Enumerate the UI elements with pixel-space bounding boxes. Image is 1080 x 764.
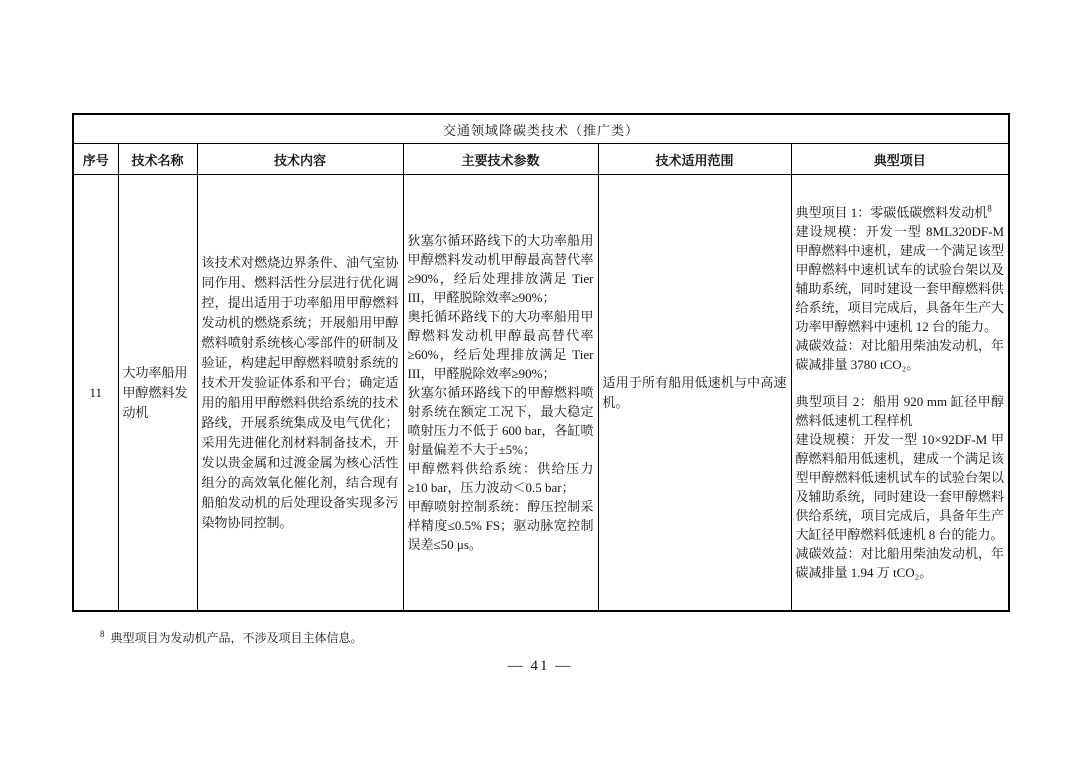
column-header-scope: 技术适用范围 bbox=[598, 144, 791, 175]
projects-cell bbox=[791, 175, 1009, 612]
row-number-cell: 11 bbox=[73, 175, 118, 612]
table-title-row bbox=[73, 114, 1009, 144]
project-1-block bbox=[796, 203, 1005, 374]
parameter-paragraph: 狄塞尔循环路线下的甲醇燃料喷射系统在额定工况下，最大稳定喷射压力不低于 600 bar，各缸喷射量偏差不大于±5%； bbox=[407, 385, 594, 457]
project-1-scale: 建设规模：开发一型 8ML320DF-M 甲醇燃料中速机，建成一个满足该型甲醇燃料中速机试车的试验台架以及辅助系统，同时建设一套甲醇燃料供给系统，项目完成后，具备年生产大功率甲醇燃料中速机 12 台的能力。 bbox=[795, 224, 1005, 334]
footnote-text: 典型项目为发动机产品，不涉及项目主体信息。 bbox=[110, 631, 363, 645]
column-header-tech-content: 技术内容 bbox=[197, 144, 403, 175]
column-header-tech-name: 技术名称 bbox=[118, 144, 197, 175]
parameter-paragraph: 甲醇喷射控制系统：醇压控制采样精度≤0.5% FS；驱动脉宽控制误差≤50 μs。 bbox=[407, 499, 594, 552]
table-title: 交通领域降碳类技术（推广类） bbox=[73, 114, 1009, 144]
table-row bbox=[73, 175, 1009, 612]
footnote-reference: 8 bbox=[987, 203, 992, 214]
project-1-title-text: 典型项目 1：零碳低碳燃料发动机 bbox=[795, 205, 988, 220]
column-header-parameters: 主要技术参数 bbox=[403, 144, 598, 175]
parameters-cell bbox=[403, 175, 598, 612]
page-number: — 41 — bbox=[507, 658, 573, 674]
project-2-benefit: 减碳效益：对比船用柴油发动机，年碳减排量 1.94 万 tCO₂。 bbox=[795, 546, 1005, 580]
project-2-scale: 建设规模：开发一型 10×92DF-M 甲醇燃料船用低速机，建成一个满足该型甲醇燃料低速机试车的试验台架以及辅助系统，同时建设一套甲醇燃料供给系统，项目完成后，具备年生产大缸径甲醇燃料低速机 8 台的能力。 bbox=[795, 432, 1005, 542]
parameter-paragraph: 狄塞尔循环路线下的大功率船用甲醇燃料发动机甲醇最高替代率≥90%，经后处理排放满足 Tier III，甲醛脱除效率≥90%； bbox=[407, 233, 594, 305]
footnote-marker: 8 bbox=[100, 629, 105, 639]
technology-table bbox=[72, 113, 1010, 612]
footnote bbox=[100, 626, 363, 646]
project-1-benefit: 减碳效益：对比船用柴油发动机，年碳减排量 3780 tCO₂。 bbox=[795, 338, 1005, 372]
tech-content-cell: 该技术对燃烧边界条件、油气室协同作用、燃料活性分层进行优化调控，提出适用于功率船用甲醇燃料发动机的燃烧系统；开展船用甲醇燃料喷射系统核心零部件的研制及验证，构建起甲醇燃料喷射系统的技术开发验证体系和平台；确定适用的船用甲醇燃料供给系统的技术路线，开展系统集成及电气优化；采用先进催化剂材料制备技术，开发以贵金属和过渡金属为核心活性组分的高效氧化催化剂，结合现有船舶发动机的后处理设备实现多污染物协同控制。 bbox=[197, 175, 403, 612]
column-header-no: 序号 bbox=[73, 144, 118, 175]
tech-name-cell: 大功率船用甲醇燃料发动机 bbox=[118, 175, 197, 612]
column-header-projects: 典型项目 bbox=[791, 144, 1009, 175]
column-header-row bbox=[73, 144, 1009, 175]
parameter-paragraph: 奥托循环路线下的大功率船用甲醇燃料发动机甲醇最高替代率≥60%，经后处理排放满足 Tier III，甲醛脱除效率≥90%； bbox=[407, 309, 594, 381]
parameter-paragraph: 甲醇燃料供给系统：供给压力≥10 bar，压力波动＜0.5 bar； bbox=[407, 461, 594, 495]
project-2-block bbox=[796, 392, 1005, 582]
footnote-divider bbox=[100, 610, 306, 612]
scope-cell: 适用于所有船用低速机与中高速机。 bbox=[598, 175, 791, 612]
project-1-title bbox=[796, 203, 1005, 222]
project-2-title: 典型项目 2：船用 920 mm 缸径甲醇燃料低速机工程样机 bbox=[795, 394, 1005, 428]
